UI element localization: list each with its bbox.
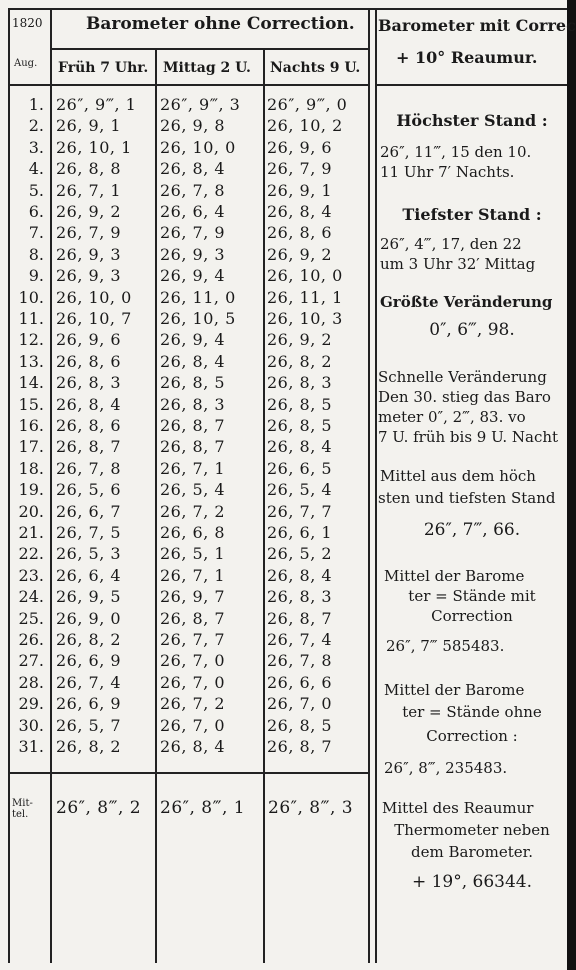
reading-night: 26, 8, 4	[267, 202, 333, 221]
reading-noon: 26, 8, 5	[160, 373, 226, 393]
mean-night: 26″, 8‴, 3	[268, 798, 354, 818]
reading-early: 26, 8, 4	[56, 394, 122, 414]
day-number: 1.	[28, 95, 44, 114]
reading-noon: 26, 5, 4	[160, 480, 226, 500]
reading-early: 26, 5, 6	[56, 480, 122, 500]
mean-with-correction-1: Mittel der Barome	[384, 567, 525, 585]
highest-value-1: 26″, 11‴, 15 den 10.	[380, 143, 532, 161]
day-number: 8.	[28, 244, 44, 264]
reading-noon: 26, 7, 0	[160, 651, 226, 671]
top-border	[8, 8, 568, 10]
reading-noon: 26, 7, 9	[160, 223, 226, 243]
reading-noon: 26, 8, 3	[160, 394, 226, 414]
day-number: 22.	[18, 544, 44, 564]
day-number: 20.	[18, 501, 44, 521]
reading-noon: 26, 10, 0	[160, 137, 236, 157]
fast-change-1: Schnelle Veränderung	[378, 368, 547, 386]
reading-night: 26, 5, 2	[267, 544, 333, 564]
reading-night: 26, 9, 1	[267, 180, 333, 200]
col-night-divider	[368, 8, 370, 963]
col-header-early: Früh 7 Uhr.	[58, 60, 149, 76]
reading-noon: 26, 8, 7	[160, 437, 226, 457]
reading-night: 26, 8, 7	[267, 737, 333, 756]
day-number: 2.	[28, 116, 44, 136]
reading-night: 26, 7, 0	[267, 694, 333, 714]
reading-early: 26, 8, 6	[56, 351, 122, 371]
reading-early: 26, 6, 9	[56, 694, 122, 714]
day-number: 3.	[28, 137, 44, 157]
day-column-divider	[50, 8, 52, 963]
day-number: 15.	[18, 394, 44, 414]
reading-early: 26, 8, 2	[56, 630, 122, 649]
reading-noon: 26, 9, 7	[160, 587, 226, 607]
day-number: 26.	[18, 630, 44, 649]
thermometer-mean-value: + 19°, 66344.	[411, 872, 533, 892]
day-number: 9.	[28, 266, 44, 286]
reading-noon: 26, 8, 7	[160, 608, 226, 628]
day-number: 21.	[18, 523, 44, 542]
mean-with-correction-2: ter = Stände mit	[408, 587, 536, 605]
reading-early: 26, 7, 8	[56, 458, 122, 478]
reading-noon: 26, 11, 0	[160, 287, 236, 307]
reading-noon: 26, 8, 4	[160, 351, 226, 371]
right-header-rule	[375, 84, 568, 86]
reading-early: 26, 5, 7	[56, 715, 122, 735]
reading-night: 26, 8, 5	[267, 715, 333, 735]
reading-night: 26, 8, 7	[267, 608, 333, 628]
highest-title: Höchster Stand :	[396, 111, 548, 130]
mean-without-correction-value: 26″, 8‴, 235483.	[384, 759, 508, 777]
reading-noon: 26, 9, 4	[160, 266, 226, 286]
day-number: 14.	[18, 373, 44, 393]
reading-night: 26, 7, 4	[267, 630, 333, 649]
col-noon-divider	[263, 50, 265, 963]
reading-noon: 26, 7, 0	[160, 715, 226, 735]
reading-early: 26, 7, 5	[56, 523, 122, 542]
reading-night: 26, 5, 4	[267, 480, 333, 500]
reading-night: 26, 8, 2	[267, 351, 333, 371]
day-number: 27.	[18, 651, 44, 671]
reading-night: 26, 6, 6	[267, 672, 333, 692]
mean-without-correction-1: Mittel der Barome	[384, 681, 525, 699]
reading-night: 26, 11, 1	[267, 287, 343, 307]
day-number: 24.	[18, 587, 44, 607]
reading-night: 26, 9, 2	[267, 330, 333, 350]
reading-noon: 26, 9, 8	[160, 116, 226, 136]
reading-night: 26, 9, 2	[267, 244, 333, 264]
day-number: 4.	[28, 159, 44, 179]
reading-noon: 26, 7, 2	[160, 694, 226, 714]
day-number: 31.	[18, 737, 44, 756]
mean-early: 26″, 8‴, 2	[56, 798, 142, 818]
reading-early: 26, 6, 9	[56, 651, 122, 671]
lowest-value-2: um 3 Uhr 32′ Mittag	[380, 255, 536, 273]
lowest-value-1: 26″, 4‴, 17, den 22	[380, 235, 522, 253]
reading-noon: 26, 7, 0	[160, 672, 226, 692]
day-number: 13.	[18, 351, 44, 371]
reading-noon: 26, 9, 4	[160, 330, 226, 350]
highest-value-2: 11 Uhr 7′ Nachts.	[380, 163, 515, 181]
reading-early: 26, 5, 3	[56, 544, 122, 564]
reading-noon: 26, 9, 3	[160, 244, 226, 264]
mean-with-correction-value: 26″, 7‴ 585483.	[386, 637, 505, 655]
reading-night: 26, 8, 3	[267, 587, 333, 607]
reading-night: 26, 6, 1	[267, 523, 333, 542]
day-number: 29.	[18, 694, 44, 714]
reading-noon: 26, 7, 7	[160, 630, 226, 649]
header-rule	[8, 84, 368, 86]
reading-night: 26, 7, 7	[267, 501, 333, 521]
reading-early: 26, 10, 7	[56, 309, 132, 328]
reading-early: 26, 7, 1	[56, 180, 122, 200]
mean-high-low-value: 26″, 7‴, 66.	[423, 520, 521, 540]
day-number: 19.	[18, 480, 44, 500]
reading-early: 26, 8, 2	[56, 737, 122, 756]
lowest-title: Tiefster Stand :	[402, 205, 542, 224]
reading-night: 26, 8, 5	[267, 394, 333, 414]
reading-noon: 26, 6, 4	[160, 202, 226, 221]
reading-early: 26″, 9‴, 1	[56, 95, 137, 114]
day-number: 7.	[28, 223, 44, 243]
subheader-rule	[50, 48, 368, 50]
reading-noon: 26″, 9‴, 3	[160, 95, 241, 114]
reading-noon: 26, 7, 2	[160, 501, 226, 521]
reading-early: 26, 7, 9	[56, 223, 122, 243]
thermometer-mean-1: Mittel des Reaumur	[382, 799, 534, 817]
reading-noon: 26, 7, 1	[160, 458, 226, 478]
day-number: 18.	[18, 458, 44, 478]
right-subheader: + 10° Reaumur.	[396, 48, 538, 67]
reading-early: 26, 10, 1	[56, 137, 132, 157]
fast-change-2: Den 30. stieg das Baro	[378, 388, 551, 406]
day-number: 23.	[18, 565, 44, 585]
day-number: 30.	[18, 715, 44, 735]
day-number: 17.	[18, 437, 44, 457]
day-number: 12.	[18, 330, 44, 350]
fast-change-3: meter 0″, 2‴, 83. vo	[378, 408, 526, 426]
reading-early: 26, 9, 2	[56, 202, 122, 221]
day-number: 5.	[28, 180, 44, 200]
reading-early: 26, 7, 4	[56, 672, 122, 692]
reading-noon: 26, 8, 7	[160, 416, 226, 435]
mean-noon: 26″, 8‴, 1	[160, 798, 246, 818]
reading-night: 26, 7, 9	[267, 159, 333, 179]
reading-early: 26, 6, 4	[56, 565, 122, 585]
reading-early: 26, 8, 3	[56, 373, 122, 393]
mean-without-correction-3: Correction :	[426, 727, 518, 745]
col-header-night: Nachts 9 U.	[270, 60, 361, 76]
reading-night: 26, 7, 8	[267, 651, 333, 671]
reading-early: 26, 9, 3	[56, 266, 122, 286]
reading-early: 26, 9, 1	[56, 116, 122, 136]
reading-early: 26, 8, 7	[56, 437, 122, 457]
reading-early: 26, 10, 0	[56, 287, 132, 307]
reading-early: 26, 8, 8	[56, 159, 122, 179]
reading-night: 26, 10, 2	[267, 116, 343, 136]
reading-early: 26, 9, 5	[56, 587, 122, 607]
day-number: 11.	[18, 309, 44, 328]
thermometer-mean-2: Thermometer neben	[394, 821, 550, 839]
reading-early: 26, 9, 0	[56, 608, 122, 628]
day-number: 16.	[18, 416, 44, 435]
year-label: 1820	[12, 16, 43, 30]
reading-night: 26, 8, 4	[267, 437, 333, 457]
reading-night: 26, 8, 4	[267, 565, 333, 585]
reading-noon: 26, 6, 8	[160, 523, 226, 542]
col-early-divider	[155, 50, 157, 963]
reading-night: 26″, 9‴, 0	[267, 95, 348, 114]
reading-early: 26, 9, 6	[56, 330, 122, 350]
mean-without-correction-2: ter = Stände ohne	[402, 703, 542, 721]
day-number: 25.	[18, 608, 44, 628]
reading-night: 26, 10, 3	[267, 309, 343, 328]
reading-noon: 26, 7, 1	[160, 565, 226, 585]
title-with-correction: Barometer mit Correc	[378, 16, 576, 35]
greatest-change-title: Größte Veränderung	[380, 293, 553, 311]
reading-noon: 26, 8, 4	[160, 159, 226, 179]
reading-early: 26, 9, 3	[56, 244, 122, 264]
mean-high-low-1: Mittel aus dem höch	[380, 467, 536, 485]
thermometer-mean-3: dem Barometer.	[411, 843, 533, 861]
reading-night: 26, 6, 5	[267, 458, 333, 478]
day-number: 10.	[18, 287, 44, 307]
reading-night: 26, 10, 0	[267, 266, 343, 286]
reading-night: 26, 8, 5	[267, 416, 333, 435]
mean-with-correction-3: Correction	[431, 607, 513, 625]
mean-rule	[8, 772, 368, 774]
greatest-change-value: 0″, 6‴, 98.	[429, 320, 515, 340]
month-label: Aug.	[14, 58, 38, 69]
reading-night: 26, 8, 3	[267, 373, 333, 393]
col-header-noon: Mittag 2 U.	[163, 60, 251, 76]
reading-noon: 26, 8, 4	[160, 737, 226, 756]
mean-label: Mit-tel.	[12, 798, 33, 820]
reading-early: 26, 8, 6	[56, 416, 122, 435]
day-number: 28.	[18, 672, 44, 692]
reading-noon: 26, 10, 5	[160, 309, 236, 328]
reading-night: 26, 8, 6	[267, 223, 333, 243]
reading-noon: 26, 7, 8	[160, 180, 226, 200]
mean-high-low-2: sten und tiefsten Stand	[378, 489, 556, 507]
reading-noon: 26, 5, 1	[160, 544, 226, 564]
fast-change-4: 7 U. früh bis 9 U. Nacht	[378, 428, 559, 446]
title-without-correction: Barometer ohne Correction.	[86, 14, 355, 34]
reading-early: 26, 6, 7	[56, 501, 122, 521]
day-number: 6.	[28, 202, 44, 221]
reading-night: 26, 9, 6	[267, 137, 333, 157]
